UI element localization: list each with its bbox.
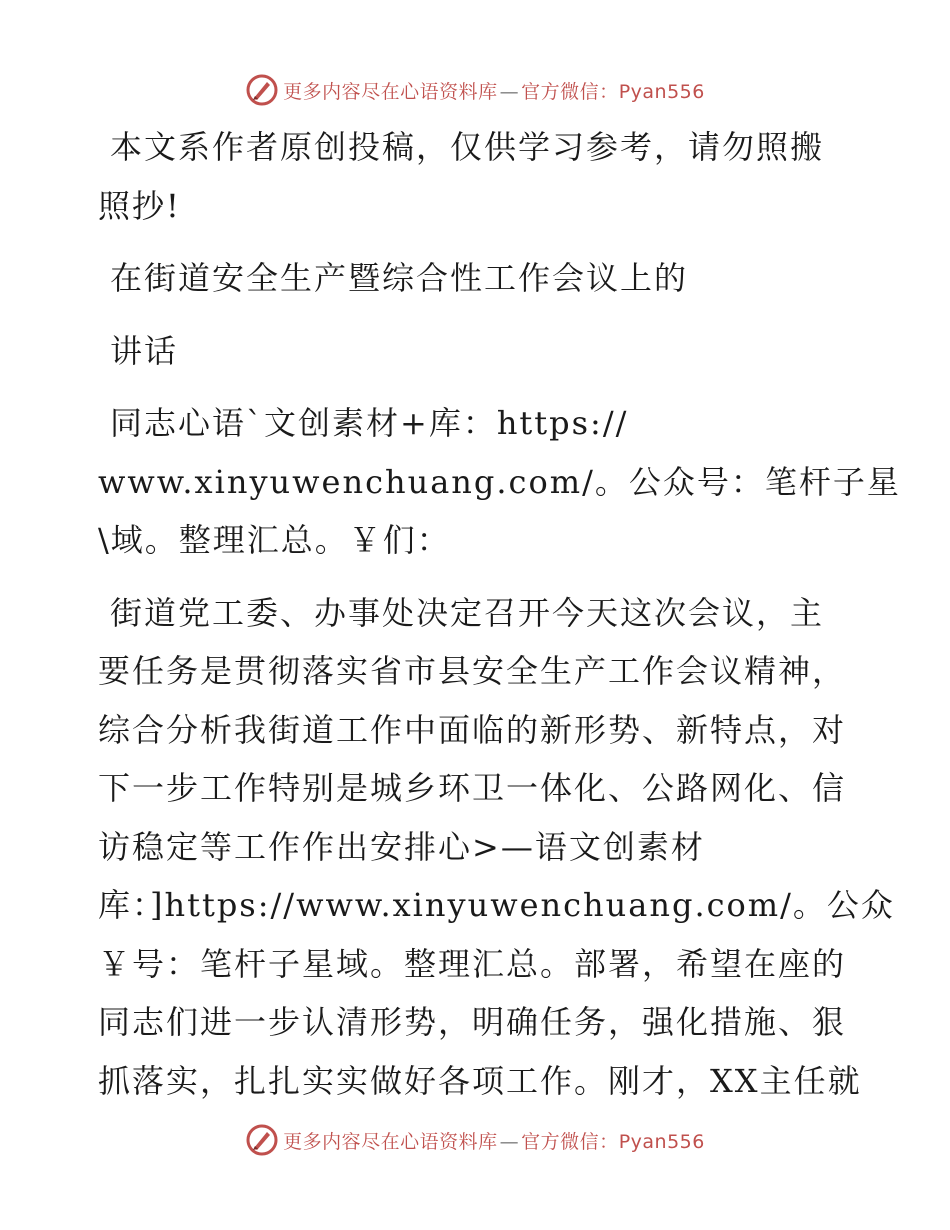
footer-watermark-text: 更多内容尽在心语资料库 — 官方微信：Pyan556: [283, 1130, 705, 1153]
text-line: \域。整理汇总。￥们：: [98, 521, 451, 559]
text-line: 同志心语`文创素材+库：https://: [110, 404, 629, 442]
document-body: [98, 118, 901, 1110]
text-line: 下一步工作特别是城乡环卫一体化、公路网化、信: [98, 769, 847, 807]
quill-pen-logo-icon: [245, 73, 279, 107]
text-line: 街道党工委、办事处决定召开今天这次会议，主: [110, 593, 825, 632]
text-line: 访稳定等工作作出安排心>—语文创素材: [98, 827, 705, 866]
title-line: 讲话: [110, 331, 179, 370]
header-watermark-banner: [0, 70, 950, 110]
text-line: 综合分析我街道工作中面临的新形势、新特点，对: [98, 710, 847, 749]
header-watermark-text: 更多内容尽在心语资料库 — 官方微信：Pyan556: [283, 80, 705, 103]
text-line: 要任务是贯彻落实省市县安全生产工作会议精神，: [98, 652, 847, 690]
text-line: www.xinyuwenchuang.com/。公众号：笔杆子星: [98, 462, 901, 501]
text-line: 照抄!: [98, 186, 181, 225]
text-line: 同志们进一步认清形势，明确任务，强化措施、狠: [98, 1003, 847, 1041]
text-line: 库：]https://www.xinyuwenchuang.com/。公众: [98, 886, 895, 924]
footer-watermark-banner: [0, 1120, 950, 1160]
text-line: 本文系作者原创投稿，仅供学习参考，请勿照搬: [110, 128, 825, 166]
quill-pen-logo-icon: [245, 1123, 279, 1157]
text-line: ￥号：笔杆子星域。整理汇总。部署，希望在座的: [98, 944, 847, 983]
text-line: 抓落实，扎扎实实做好各项工作。刚才，XX主任就: [98, 1061, 862, 1100]
title-line: 在街道安全生产暨综合性工作会议上的: [110, 259, 689, 297]
